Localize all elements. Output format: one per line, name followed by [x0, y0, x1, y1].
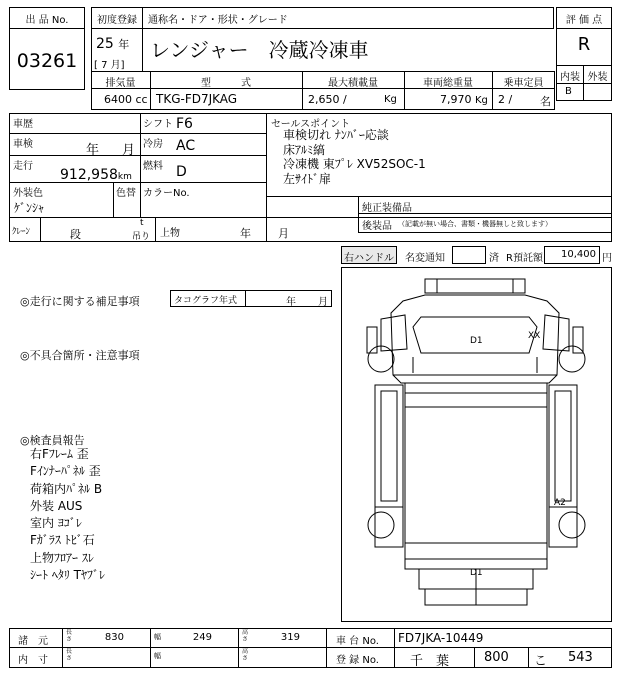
gross-weight-unit: Kg [475, 95, 488, 106]
reg-month-unit: 月 [110, 60, 121, 71]
length-value: 830 [104, 632, 124, 643]
inner-length-label: 長さ [66, 648, 73, 662]
damage-mark-cab-right: XX [528, 331, 541, 341]
payload-unit: Kg [384, 94, 397, 105]
rename-notice-box [452, 246, 486, 264]
model-name-label: 通称名・ドア・形状・グレード [148, 15, 288, 26]
inspector-item: Fｲﾝﾅｰﾊﾟﾈﾙ 歪 [30, 464, 101, 479]
height-value: 319 [280, 632, 300, 643]
gross-weight-value: 7,970 [440, 93, 472, 106]
overall-score: R [577, 34, 591, 55]
reg-year-value: 25 [96, 36, 114, 52]
reg-month-value: 7 [101, 60, 108, 71]
crane-label: ｸﾚｰﾝ [12, 227, 31, 237]
displacement-value: 6400 [104, 93, 132, 106]
color-no-label: カラーNo. [143, 188, 190, 199]
mileage [60, 164, 132, 183]
lot-label: 出 品 No. [25, 15, 69, 26]
damage-mark-rear: D1 [470, 568, 483, 578]
inspector-item: 外装 AUS [30, 498, 83, 513]
crane-stage-label: 段 [70, 228, 81, 241]
model-name: レンジャー 冷蔵冷凍車 [150, 38, 369, 62]
aftermarket-note: （記載が無い場合、書類・機器無しと致します） [398, 220, 552, 228]
shift-label: シフト [143, 119, 173, 130]
model-code-label: 型 式 [201, 78, 251, 89]
recycle-label: R預託額 [506, 253, 543, 264]
exterior-grade-cell [583, 83, 612, 101]
sales-point: 左ｻｲﾄﾞ扉 [283, 171, 332, 186]
capacity-label: 乗車定員 [503, 78, 544, 89]
payload-value: 2,650 [308, 93, 340, 106]
capacity-value: 2 [498, 93, 505, 106]
capacity [498, 93, 512, 106]
capacity-unit: 名 [540, 95, 551, 108]
score-label: 評 価 点 [565, 15, 603, 26]
ac-value: AC [176, 138, 196, 154]
capacity-slash: / [508, 93, 513, 106]
inspector-item: 右Fﾌﾚｰﾑ 歪 [30, 447, 89, 461]
registration-kana: こ [534, 654, 548, 669]
first-reg-label: 初度登録 [97, 15, 137, 26]
chassis-label: 車 台 No. [336, 636, 379, 647]
sales-point: 冷凍機 東ﾌﾟﾚ XV52SOC-1 [283, 157, 426, 171]
damage-mark-cab: D1 [470, 336, 483, 346]
model-code: TKG-FD7JKAG [156, 92, 238, 106]
reg-year [96, 36, 129, 52]
payload [308, 93, 347, 106]
gross-weight-label: 車両総重量 [423, 78, 473, 89]
displacement-label: 排気量 [105, 78, 136, 89]
fuel-label: 燃料 [143, 161, 163, 172]
sales-point: 床ｱﾙﾐ縞 [283, 142, 326, 157]
displacement [104, 93, 148, 106]
interior-label: 内装 [560, 72, 580, 83]
mount-year-unit: 年 [240, 227, 251, 240]
genuine-equipment-label: 純正装備品 [362, 203, 412, 214]
history-label: 車歴 [13, 119, 33, 130]
width-value: 249 [192, 632, 212, 643]
color-label: 外装色 [13, 188, 43, 199]
crane-lift-label: 吊り [132, 232, 151, 242]
crane-ton-label: t [140, 218, 144, 228]
reg-year-unit: 年 [118, 38, 130, 51]
yen-label: 円 [602, 253, 612, 264]
sales-point: 車検切れ ﾅﾝﾊﾞｰ応談 [283, 128, 389, 142]
defect-notes-label: ◎不具合箇所・注意事項 [20, 349, 140, 362]
inspector-report-label: ◎検査員報告 [20, 434, 85, 447]
displacement-unit: cc [135, 93, 148, 106]
exterior-label: 外装 [587, 72, 608, 83]
specs-row-label: 諸 元 [18, 636, 48, 647]
deposit-label: 済 [489, 253, 499, 264]
tachograph-label: タコグラフ年式 [174, 296, 238, 306]
mount-month-unit: 月 [278, 227, 289, 240]
inspector-item: 上物ﾌﾛｱｰ ｽﾚ [30, 550, 94, 565]
inner-height-label: 高さ [242, 648, 249, 662]
inspection-month-unit: 月 [122, 143, 136, 158]
registration-number: 543 [568, 650, 593, 665]
ac-label: 冷房 [143, 139, 163, 150]
sales-points-list [283, 128, 426, 186]
gross-weight [440, 93, 488, 106]
registration-label: 登 録 No. [336, 655, 379, 666]
registration-area: 千 葉 [410, 654, 450, 669]
inspector-item: Fｶﾞﾗｽ ﾄﾋﾞ石 [30, 533, 95, 548]
color-value: ｹﾞﾝｼｬ [14, 201, 45, 215]
length-label: 長さ [66, 629, 73, 643]
inspector-item: ｼｰﾄ ﾍﾀﾘ Tﾔﾌﾞﾚ [30, 568, 105, 583]
interior-grade: B [565, 86, 572, 97]
inspection-year-unit: 年 [86, 143, 100, 158]
rename-notice-label: 名変通知 [405, 253, 445, 264]
inspector-report-list [30, 446, 105, 584]
inner-size-row-label: 内 寸 [18, 655, 48, 666]
mileage-unit: km [117, 172, 132, 182]
aftermarket-label: 後装品 [362, 221, 392, 232]
chassis-number: FD7JKA-10449 [398, 631, 484, 645]
width-label: 幅 [154, 633, 161, 641]
driving-notes-label: ◎走行に関する補足事項 [20, 295, 140, 308]
inner-width-label: 幅 [154, 652, 161, 660]
recycle-value: 10,400 [561, 249, 596, 260]
color-change-label: 色替 [116, 188, 136, 199]
inspection-label: 車検 [13, 139, 33, 150]
shift-value: F6 [176, 116, 193, 132]
mileage-value: 912,958 [60, 167, 118, 183]
mileage-label: 走行 [13, 161, 33, 172]
lot-number: 03261 [16, 50, 78, 72]
fuel-value: D [176, 164, 187, 180]
right-handle-label: 右ハンドル [344, 253, 394, 264]
sales-points-title: セールスポイント [271, 119, 351, 130]
inspector-item: 荷箱内ﾊﾟﾈﾙ B [30, 481, 103, 496]
payload-slash: / [343, 93, 347, 106]
payload-label: 最大積載量 [328, 78, 378, 89]
tachograph-year-unit: 年 [286, 297, 296, 308]
tachograph-month-unit: 月 [318, 297, 328, 308]
damage-mark-side: A2 [554, 498, 566, 508]
inspector-item: 室内 ﾖｺﾞﾚ [30, 516, 82, 531]
registration-class: 800 [484, 650, 509, 665]
height-label: 高さ [242, 629, 249, 643]
mount-label: 上物 [160, 228, 180, 239]
reg-month: [ 7 月] [94, 60, 125, 71]
